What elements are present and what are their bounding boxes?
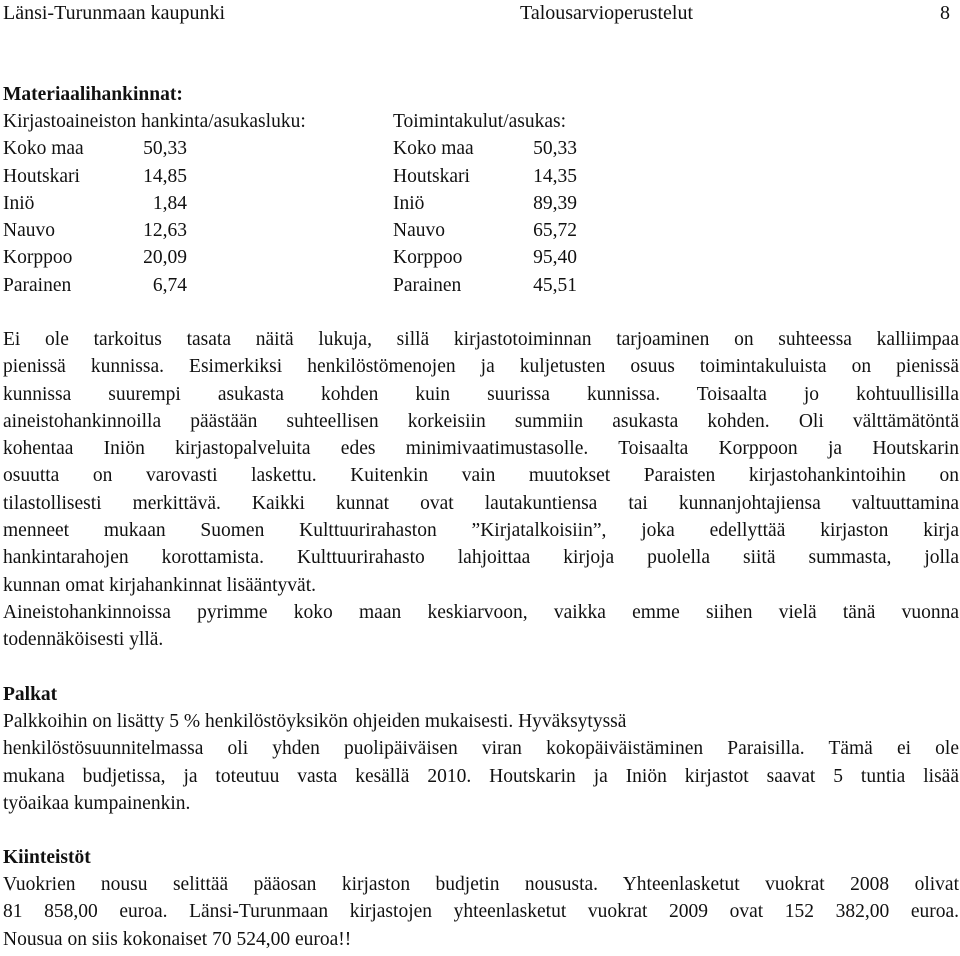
- materials-heading: Materiaalihankinnat:: [3, 84, 183, 105]
- acquisition-value: 6,74: [152, 274, 187, 296]
- area-name: Parainen: [393, 274, 462, 296]
- text-line: Ei ole tarkoitus tasata näitä lukuja, sillä kirjastotoiminnan tarjoaminen on suhteessa kalliimpaa: [3, 329, 959, 350]
- text-line: pienissä kunnissa. Esimerkiksi henkilöstömenojen ja kuljetusten osuus toimintakuluista on pienissä: [3, 356, 959, 378]
- operating-cost-value: 95,40: [533, 247, 577, 269]
- operating-cost-column-label: Toimintakulut/asukas:: [393, 111, 567, 132]
- text-line: Palkkoihin on lisätty 5 % henkilöstöyksikön ohjeiden mukaisesti. Hyväksytyssä: [3, 711, 627, 732]
- text-line: 81 858,00 euroa. Länsi-Turunmaan kirjastojen yhteenlasketut vuokrat 2009 ovat 152 382,00 euroa.: [3, 901, 959, 923]
- header-organization: Länsi-Turunmaan kaupunki: [3, 2, 226, 24]
- header-page-number: 8: [940, 2, 950, 24]
- area-name: Houtskari: [3, 165, 80, 187]
- acquisition-column-label: Kirjastoaineiston hankinta/asukasluku:: [3, 111, 306, 132]
- operating-cost-value: 14,35: [533, 165, 577, 187]
- area-name: Korppoo: [393, 247, 463, 269]
- acquisition-value: 14,85: [143, 165, 187, 187]
- text-line: Nousua on siis kokonaiset 70 524,00 euroa!!: [3, 928, 352, 950]
- operating-cost-value: 65,72: [533, 220, 577, 242]
- area-name: Nauvo: [393, 220, 445, 242]
- palkat-heading: Palkat: [3, 684, 58, 705]
- area-name: Koko maa: [393, 138, 474, 160]
- kiinteistot-text: [3, 871, 959, 953]
- text-line: menneet mukaan Suomen Kulttuurirahaston ”Kirjatalkoisiin”, joka edellyttää kirjaston kirja: [3, 520, 959, 542]
- text-line: hankintarahojen korottamista. Kulttuurirahasto lahjoittaa kirjoja puolella siitä summasta, jolla: [3, 547, 959, 569]
- acquisition-value: 20,09: [143, 247, 187, 269]
- column-gap: [187, 135, 393, 162]
- area-name: Iniö: [393, 192, 425, 214]
- materials-table-row: [3, 135, 577, 162]
- materials-table: [3, 108, 577, 299]
- text-line: Vuokrien nousu selittää pääosan kirjaston budjetin noususta. Yhteenlasketut vuokrat 2008 olivat: [3, 874, 959, 895]
- column-gap: [187, 163, 393, 190]
- materials-table-row: [3, 217, 577, 244]
- materials-table-row: [3, 272, 577, 299]
- text-line: osuutta on varovasti laskettu. Kuitenkin vain muutokset Paraisten kirjastohankintoihin on: [3, 465, 959, 487]
- materials-table-row: [3, 190, 577, 217]
- text-line: kohentaa Iniön kirjastopalveluita edes minimivaatimustasolle. Toisaalta Korppoon ja Houtskarin: [3, 438, 959, 460]
- area-name: Parainen: [3, 274, 72, 296]
- acquisition-value: 12,63: [143, 220, 187, 242]
- text-line: mukana budjetissa, ja toteutuu vasta kesällä 2010. Houtskarin ja Iniön kirjastot saavat 5 tuntia lisää: [3, 765, 959, 787]
- text-line: todennäköisesti yllä.: [3, 629, 164, 651]
- palkat-text: [3, 708, 959, 817]
- text-line: henkilöstösuunnitelmassa oli yhden puolipäiväisen viran kokopäiväistäminen Paraisilla. Tämä ei ole: [3, 738, 959, 760]
- materials-table-header: [3, 108, 577, 135]
- kiinteistot-heading: Kiinteistöt: [3, 847, 91, 868]
- area-name: Nauvo: [3, 220, 55, 242]
- area-name: Korppoo: [3, 247, 73, 269]
- operating-cost-value: 45,51: [533, 274, 577, 296]
- column-gap: [187, 244, 393, 271]
- materials-table-row: [3, 163, 577, 190]
- text-line: aineistohankinnoilla päästään suhteellisen korkeisiin summiin asukasta kohden. Oli välttämätöntä: [3, 410, 959, 432]
- acquisition-value: 50,33: [143, 138, 187, 160]
- text-line: kunnan omat kirjahankinnat lisääntyvät.: [3, 574, 316, 596]
- area-name: Iniö: [3, 192, 35, 214]
- area-name: Houtskari: [393, 165, 470, 187]
- materials-table-row: [3, 244, 577, 271]
- text-line: työaikaa kumpainenkin.: [3, 792, 191, 814]
- column-gap: [187, 190, 393, 217]
- text-line: Aineistohankinnoissa pyrimme koko maan keskiarvoon, vaikka emme siihen vielä tänä vuonna: [3, 601, 959, 623]
- text-line: tilastollisesti merkittävä. Kaikki kunnat ovat lautakuntiensa tai kunnanjohtajiensa valtuuttamina: [3, 492, 959, 514]
- column-gap: [187, 272, 393, 299]
- header-document-title: Talousarvioperustelut: [520, 2, 693, 24]
- text-line: kunnissa suurempi asukasta kohden kuin suurissa kunnissa. Toisaalta jo kohtuullisilla: [3, 383, 959, 405]
- materials-explanation: [3, 326, 959, 654]
- acquisition-value: 1,84: [152, 192, 187, 214]
- operating-cost-value: 89,39: [533, 192, 577, 214]
- column-gap: [187, 217, 393, 244]
- operating-cost-value: 50,33: [533, 138, 577, 160]
- area-name: Koko maa: [3, 138, 84, 160]
